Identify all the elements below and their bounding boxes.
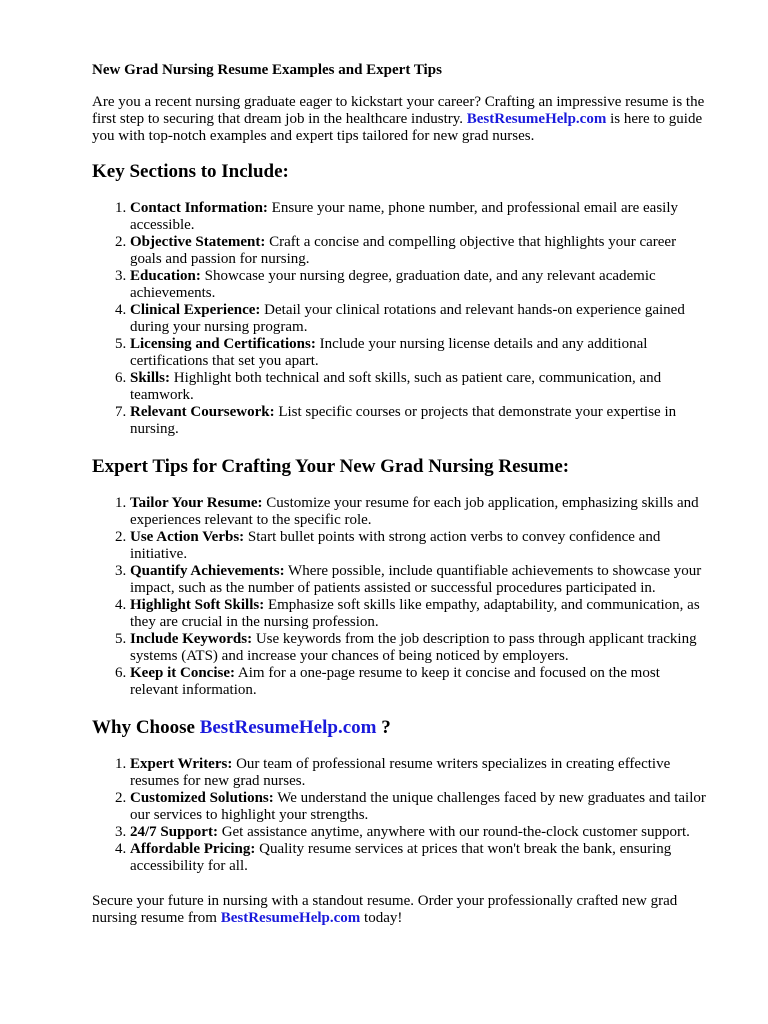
document-title: New Grad Nursing Resume Examples and Expert Tips — [92, 62, 442, 78]
list-item — [130, 824, 706, 841]
item-text: Ensure your name, phone number, and professional email are easily accessible. — [130, 200, 679, 233]
item-term: Skills: — [130, 370, 171, 386]
item-text: Use keywords from the job description to pass through applicant tracking systems (ATS) and increase your chances of being noticed by employers. — [130, 631, 697, 664]
list-item — [130, 268, 706, 302]
item-term: Expert Writers: — [130, 756, 233, 772]
item-text: Start bullet points with strong action verbs to convey confidence and initiative. — [130, 529, 661, 562]
list-item — [130, 302, 706, 336]
item-text: Get assistance anytime, anywhere with our round-the-clock customer support. — [217, 824, 690, 840]
item-term: 24/7 Support: — [130, 824, 218, 840]
list-item — [130, 200, 706, 234]
why-choose-heading-text: Why Choose — [92, 717, 200, 738]
list-item — [130, 336, 706, 370]
item-term: Highlight Soft Skills: — [130, 597, 265, 613]
closing-site-link[interactable]: BestResumeHelp.com — [220, 910, 361, 926]
item-text: Showcase your nursing degree, graduation date, and any relevant academic achievements. — [130, 268, 656, 301]
why-choose-site-link[interactable]: BestResumeHelp.com — [199, 717, 377, 738]
list-item — [130, 495, 706, 529]
item-term: Education: — [130, 268, 201, 284]
list-item — [130, 841, 706, 875]
item-text: Aim for a one-page resume to keep it concise and focused on the most relevant information. — [130, 665, 660, 698]
intro-site-link[interactable]: BestResumeHelp.com — [466, 111, 607, 127]
item-text: List specific courses or projects that demonstrate your expertise in nursing. — [130, 404, 677, 437]
expert-tips-heading: Expert Tips for Crafting Your New Grad Nursing Resume: — [92, 456, 570, 477]
why-choose-list — [92, 756, 706, 875]
list-item — [130, 370, 706, 404]
item-text: Customize your resume for each job application, emphasizing skills and experiences relevant to the specific role. — [130, 495, 699, 528]
key-sections-list — [92, 200, 706, 438]
list-item — [130, 597, 706, 631]
item-text: Include your nursing license details and any additional certifications that set you apart. — [130, 336, 648, 369]
item-term: Clinical Experience: — [130, 302, 261, 318]
list-item — [130, 563, 706, 597]
why-choose-heading-suffix: ? — [376, 717, 391, 738]
why-choose-heading — [92, 717, 706, 739]
closing-text-start: Secure your future in nursing with a standout resume. Order your professionally crafted new grad nursing resume from — [92, 893, 678, 926]
item-term: Relevant Coursework: — [130, 404, 275, 420]
item-term: Objective Statement: — [130, 234, 266, 250]
item-term: Include Keywords: — [130, 631, 253, 647]
list-item — [130, 404, 706, 438]
list-item — [130, 529, 706, 563]
closing-paragraph — [92, 893, 706, 927]
item-term: Quantify Achievements: — [130, 563, 285, 579]
intro-text-end: is here to guide you with top-notch examples and expert tips tailored for new grad nurses. — [92, 111, 703, 144]
key-sections-heading: Key Sections to Include: — [92, 161, 289, 182]
item-text: We understand the unique challenges faced by new graduates and tailor our services to highlight your strengths. — [130, 790, 706, 823]
item-text: Detail your clinical rotations and relevant hands-on experience gained during your nursing program. — [130, 302, 685, 335]
list-item — [130, 234, 706, 268]
item-term: Use Action Verbs: — [130, 529, 245, 545]
item-text: Where possible, include quantifiable achievements to showcase your impact, such as the number of patients assisted or successful procedures participated in. — [130, 563, 702, 596]
list-item — [130, 756, 706, 790]
list-item — [130, 665, 706, 699]
expert-tips-list — [92, 495, 706, 699]
item-term: Contact Information: — [130, 200, 268, 216]
list-item — [130, 790, 706, 824]
item-text: Craft a concise and compelling objective that highlights your career goals and passion for nursing. — [130, 234, 677, 267]
intro-paragraph — [92, 94, 706, 145]
list-item — [130, 631, 706, 665]
item-term: Affordable Pricing: — [130, 841, 256, 857]
item-term: Tailor Your Resume: — [130, 495, 263, 511]
item-term: Keep it Concise: — [130, 665, 235, 681]
item-term: Licensing and Certifications: — [130, 336, 316, 352]
item-text: Highlight both technical and soft skills, such as patient care, communication, and teamwork. — [130, 370, 662, 403]
closing-text-end: today! — [360, 910, 403, 926]
intro-text-start: Are you a recent nursing graduate eager to kickstart your career? Crafting an impressive resume is the first step to securing that dream job in the healthcare industry. — [92, 94, 705, 127]
item-term: Customized Solutions: — [130, 790, 274, 806]
item-text: Our team of professional resume writers specializes in creating effective resumes for new grad nurses. — [130, 756, 671, 789]
item-text: Quality resume services at prices that won't break the bank, ensuring accessibility for all. — [130, 841, 672, 874]
item-text: Emphasize soft skills like empathy, adaptability, and communication, as they are crucial in the nursing profession. — [130, 597, 700, 630]
